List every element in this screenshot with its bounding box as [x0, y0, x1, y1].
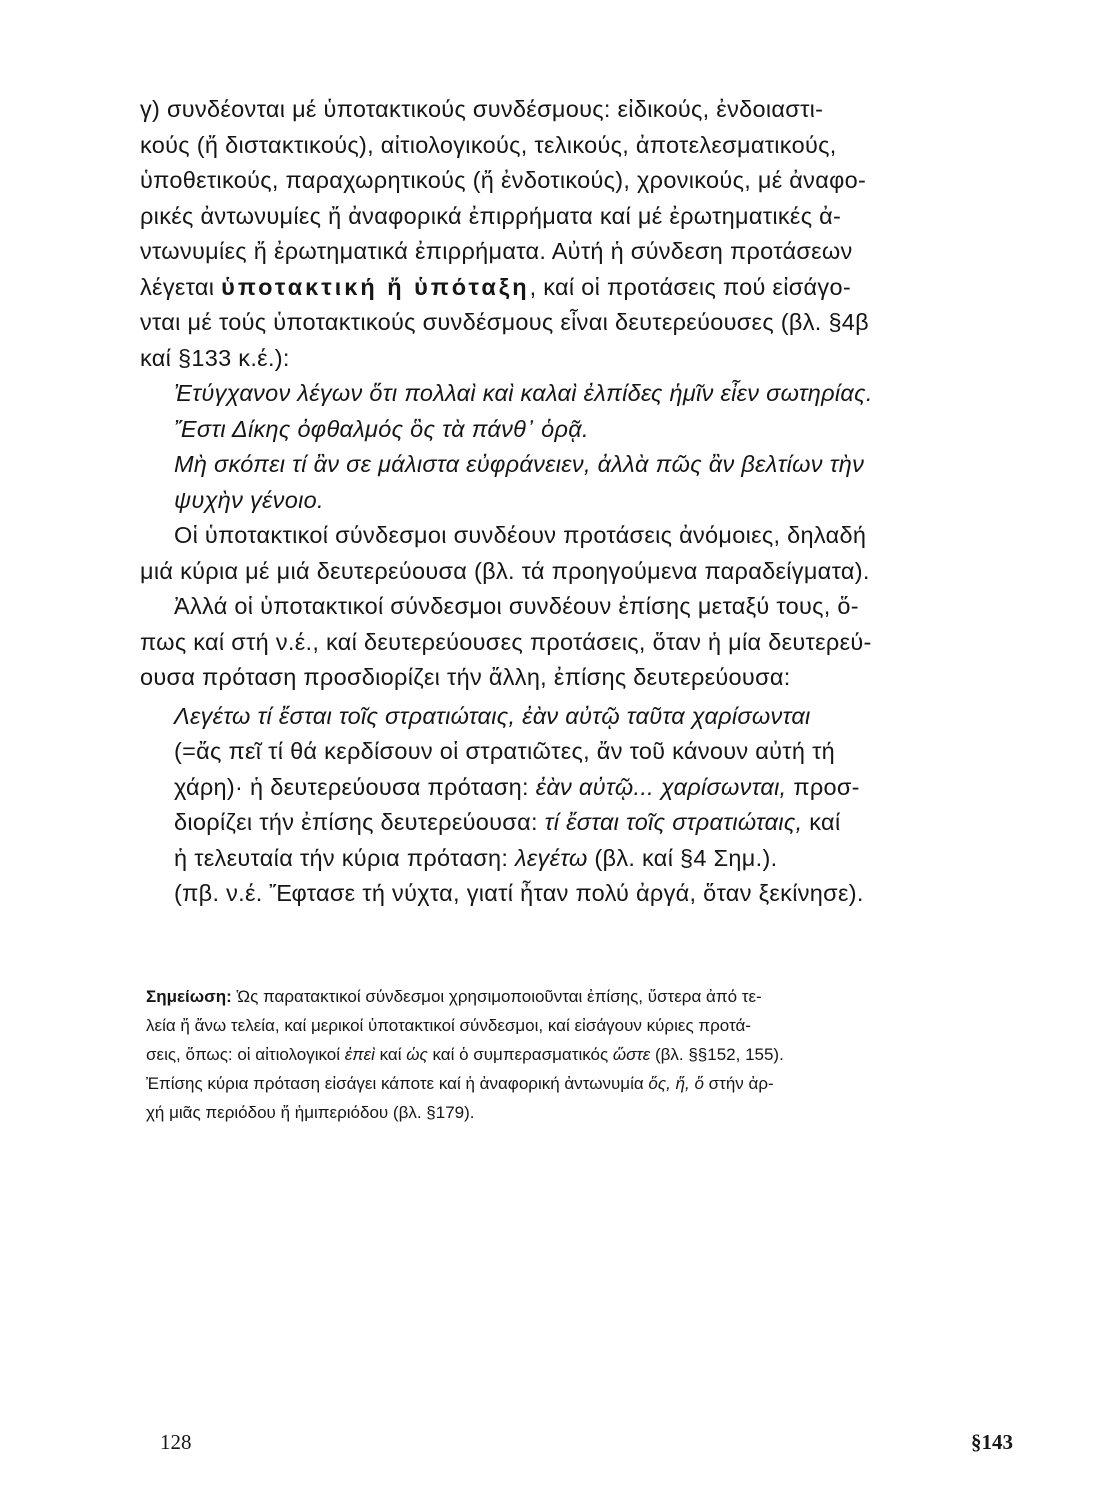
emphasized-term: ὑποτακτική ἤ ὑπόταξη [221, 273, 530, 300]
example-line: Λεγέτω τί ἔσται τοῖς στρατιώταις, ἐὰν αὐτῷ ταῦτα χαρίσωνται [174, 702, 811, 729]
text-segment: καί [802, 809, 841, 835]
main-text [140, 92, 1010, 912]
text-line: ουσα πρόταση προσδιορίζει τήν ἄλλη, ἐπίσης δευτερεύουσα: [140, 664, 791, 690]
text-segment: ἡ τελευταία τήν κύρια πρόταση: [174, 844, 516, 871]
text-segment: χάρη)· ἡ δευτερεύουσα πρόταση: [174, 773, 536, 800]
quoted-greek: λεγέτω [515, 844, 588, 871]
example-line: Ἐτύγχανον λέγων ὅτι πολλαὶ καὶ καλαὶ ἐλπίδες ἡμῖν εἶεν σωτηρίας. [174, 380, 873, 406]
text-line [140, 770, 1010, 806]
text-line: Ἀλλά οἱ ὑποτακτικοί σύνδεσμοι συνδέουν ἐπίσης μεταξύ τους, ὅ- [174, 593, 859, 619]
quoted-greek: ὅς, ἥ, ὅ [648, 1074, 704, 1093]
text-segment: σεις, ὅπως: οἱ αἰτιολογικοί [146, 1045, 345, 1064]
text-line: ὑποθετικούς, παραχωρητικούς (ἤ ἐνδοτικούς), χρονικούς, μέ ἀναφο- [140, 167, 867, 193]
text-segment: προσ- [786, 773, 860, 800]
quoted-greek: ἐὰν αὐτῷ... χαρίσωνται, [535, 773, 787, 800]
note-label: Σημείωση: [146, 987, 232, 1006]
text-segment: διορίζει τήν ἐπίσης δευτερεύουσα: [174, 809, 545, 835]
section-number: §143 [971, 1430, 1013, 1454]
text-line: καί §133 κ.έ.): [140, 344, 290, 371]
text-segment: (βλ. καί §4 Σημ.). [587, 844, 778, 871]
text-segment: Ὡς παρατακτικοί σύνδεσμοι χρησιμοποιοῦνται ἐπίσης, ὕστερα ἀπό τε- [231, 987, 762, 1006]
note-line: χή μιᾶς περιόδου ἤ ἡμιπεριόδου (βλ. §179). [146, 1103, 475, 1122]
quoted-greek: ἐπεὶ [344, 1045, 375, 1064]
text-segment: καί ὁ συμπερασματικός [427, 1045, 613, 1064]
text-line: κούς (ἤ διστακτικούς), αἰτιολογικούς, τελικούς, ἀποτελεσματικούς, [140, 131, 837, 158]
text-line: (=ἄς πεῖ τί θά κερδίσουν οἱ στρατιῶτες, ἄν τοῦ κάνουν αὐτή τή [174, 738, 836, 764]
text-line: νται μέ τούς ὑποτακτικούς συνδέσμους εἶναι δευτερεύουσες (βλ. §4β [140, 309, 869, 335]
text-segment: (βλ. §§152, 155). [650, 1045, 784, 1064]
example-line: Ἔστι Δίκης ὀφθαλμός ὃς τὰ πάνθ᾽ ὁρᾷ. [174, 415, 589, 442]
text-segment: Ἐπίσης κύρια πρόταση εἰσάγει κάποτε καί ἡ ἀναφορική ἀντωνυμία [146, 1074, 649, 1093]
example-line: Μὴ σκόπει τί ἂν σε μάλιστα εὐφράνειεν, ἀλλὰ πῶς ἂν βελτίων τὴν [174, 451, 865, 477]
page-number: 128 [160, 1430, 192, 1454]
text-segment: καί [374, 1045, 407, 1064]
text-line [140, 805, 1010, 841]
text-line: ντωνυμίες ἤ ἐρωτηματικά ἐπιρρήματα. Αὐτή ἡ σύνδεση προτάσεων [140, 238, 853, 264]
text-line: ρικές ἀντωνυμίες ἤ ἀναφορικά ἐπιρρήματα καί μέ ἐρωτηματικές ἀ- [140, 202, 842, 229]
note-line [146, 1040, 1006, 1069]
quoted-greek: ὡς [406, 1045, 428, 1064]
footnote [146, 982, 1006, 1127]
quoted-greek: τί ἔσται τοῖς στρατιώταις, [544, 809, 803, 835]
text-segment: λέγεται [140, 273, 222, 300]
quoted-greek: ὥστε [612, 1045, 651, 1064]
text-line: γ) συνδέονται μέ ὑποτακτικούς συνδέσμους: εἰδικούς, ἐνδοιαστι- [140, 96, 824, 122]
note-line [146, 982, 1006, 1011]
example-line: ψυχὴν γένοιο. [174, 486, 324, 513]
text-line: (πβ. ν.έ. Ἔφτασε τή νύχτα, γιατί ἦταν πολύ ἀργά, ὅταν ξεκίνησε). [174, 880, 864, 906]
text-line [140, 270, 1010, 306]
text-line: Οἱ ὑποτακτικοί σύνδεσμοι συνδέουν προτάσεις ἀνόμοιες, δηλαδή [174, 522, 867, 548]
text-line: μιά κύρια μέ μιά δευτερεύουσα (βλ. τά προηγούμενα παραδείγματα). [140, 557, 870, 584]
note-line: λεία ἤ ἄνω τελεία, καί μερικοί ὑποτακτικοί σύνδεσμοι, καί εἰσάγουν κύριες προτά- [146, 1016, 751, 1035]
text-line: πως καί στή ν.έ., καί δευτερεύουσες προτάσεις, ὅταν ἡ μία δευτερεύ- [140, 628, 872, 655]
note-line [146, 1069, 1006, 1098]
text-segment: , καί οἱ προτάσεις πού εἰσάγο- [529, 273, 851, 300]
text-segment: στήν ἀρ- [703, 1074, 774, 1093]
text-line [140, 841, 1010, 877]
